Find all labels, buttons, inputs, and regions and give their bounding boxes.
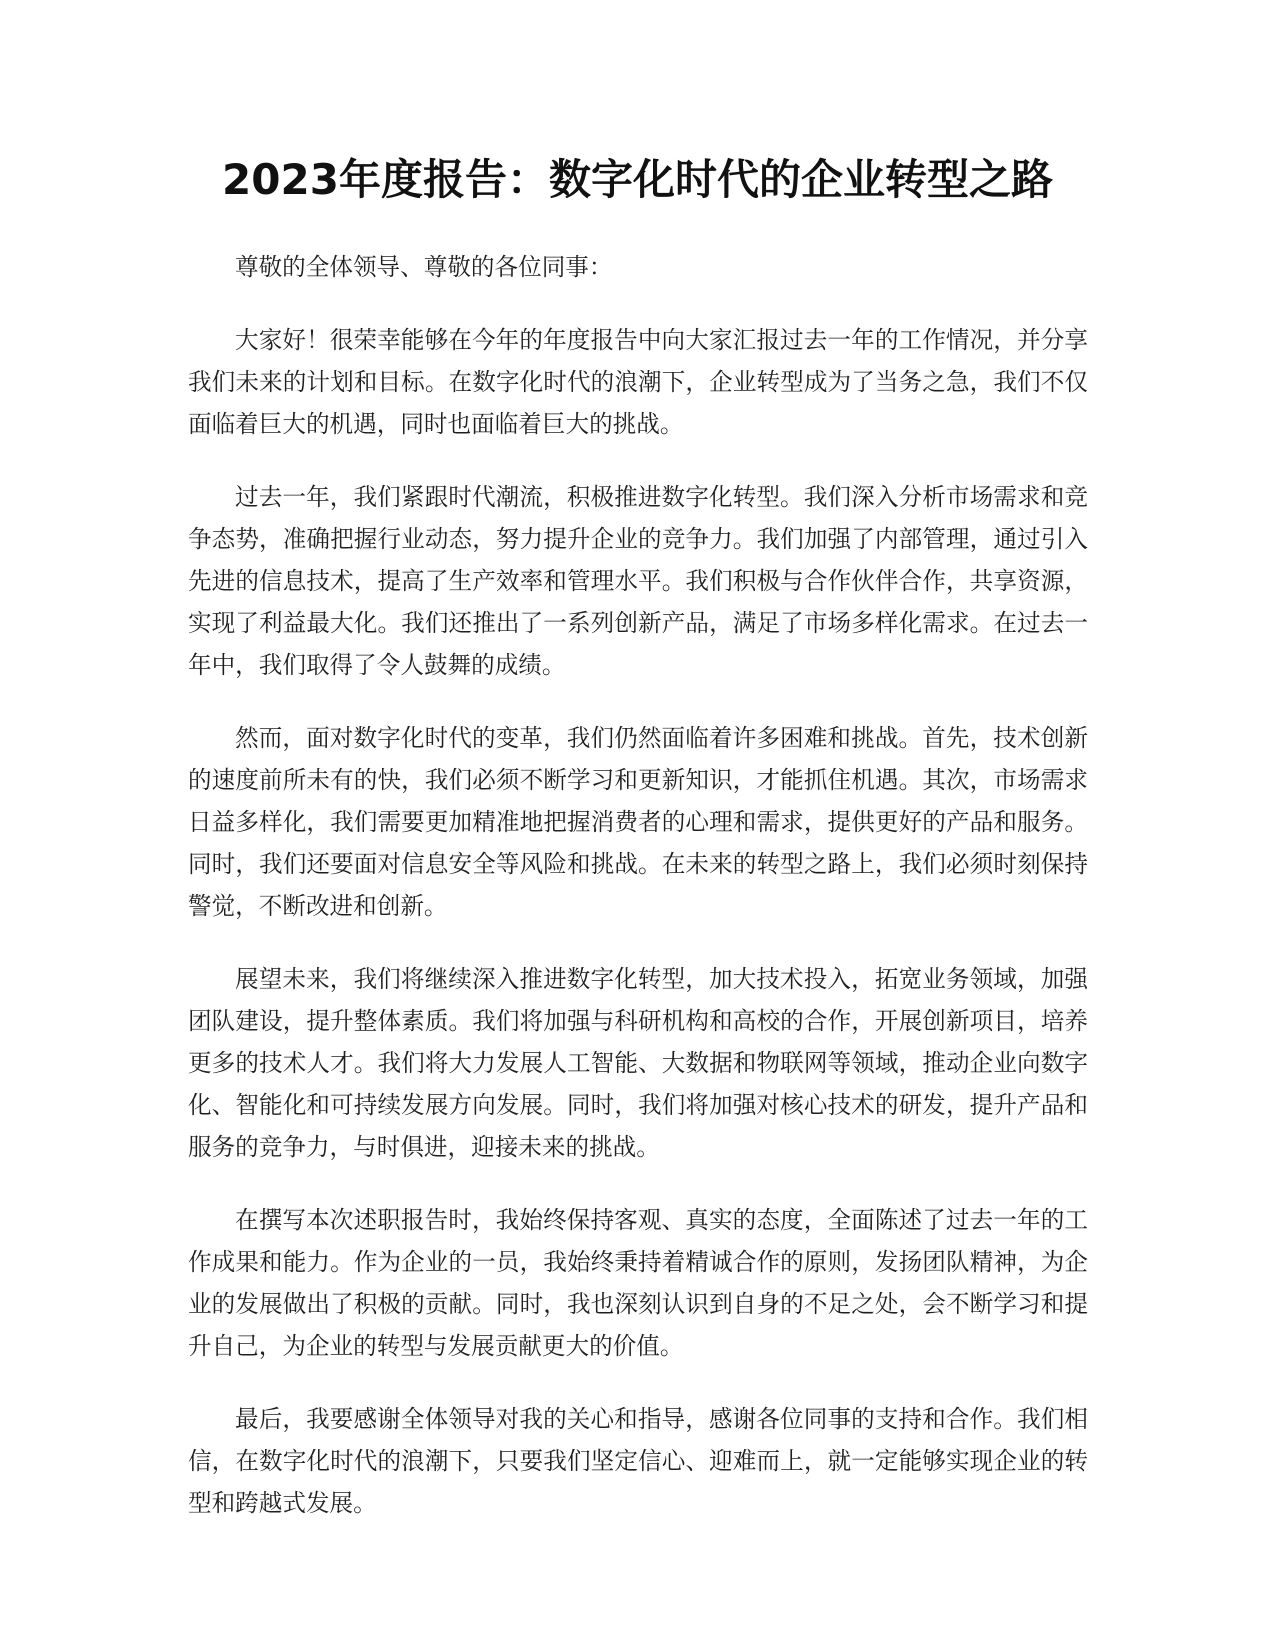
- greeting-paragraph: 大家好！很荣幸能够在今年的年度报告中向大家汇报过去一年的工作情况，并分享我们未来的计划和目标。在数字化时代的浪潮下，企业转型成为了当务之急，我们不仅面临着巨大的机遇，同时也面临着巨大的挑战。: [188, 326, 1088, 438]
- challenges-paragraph: 然而，面对数字化时代的变革，我们仍然面临着许多困难和挑战。首先，技术创新的速度前所未有的快，我们必须不断学习和更新知识，才能抓住机遇。其次，市场需求日益多样化，我们需要更加精准地把握消费者的心理和需求，提供更好的产品和服务。同时，我们还要面对信息安全等风险和挑战。在未来的转型之路上，我们必须时刻保持警觉，不断改进和创新。: [188, 724, 1088, 920]
- document-title: 2023年度报告：数字化时代的企业转型之路: [222, 155, 1053, 204]
- outlook-paragraph: 展望未来，我们将继续深入推进数字化转型，加大技术投入，拓宽业务领域，加强团队建设，提升整体素质。我们将加强与科研机构和高校的合作，开展创新项目，培养更多的技术人才。我们将大力发展人工智能、大数据和物联网等领域，推动企业向数字化、智能化和可持续发展方向发展。同时，我们将加强对核心技术的研发，提升产品和服务的竞争力，与时俱进，迎接未来的挑战。: [188, 965, 1088, 1161]
- self-assessment-paragraph: 在撰写本次述职报告时，我始终保持客观、真实的态度，全面陈述了过去一年的工作成果和能力。作为企业的一员，我始终秉持着精诚合作的原则，发扬团队精神，为企业的发展做出了积极的贡献。同时，我也深刻认识到自身的不足之处，会不断学习和提升自己，为企业的转型与发展贡献更大的价值。: [188, 1206, 1088, 1360]
- past-year-paragraph: 过去一年，我们紧跟时代潮流，积极推进数字化转型。我们深入分析市场需求和竞争态势，准确把握行业动态，努力提升企业的竞争力。我们加强了内部管理，通过引入先进的信息技术，提高了生产效率和管理水平。我们积极与合作伙伴合作，共享资源，实现了利益最大化。我们还推出了一系列创新产品，满足了市场多样化需求。在过去一年中，我们取得了令人鼓舞的成绩。: [188, 483, 1088, 679]
- salutation-paragraph: 尊敬的全体领导、尊敬的各位同事：: [235, 253, 613, 281]
- closing-paragraph: 最后，我要感谢全体领导对我的关心和指导，感谢各位同事的支持和合作。我们相信，在数字化时代的浪潮下，只要我们坚定信心、迎难而上，就一定能够实现企业的转型和跨越式发展。: [188, 1405, 1088, 1517]
- document-body: [188, 246, 1088, 1555]
